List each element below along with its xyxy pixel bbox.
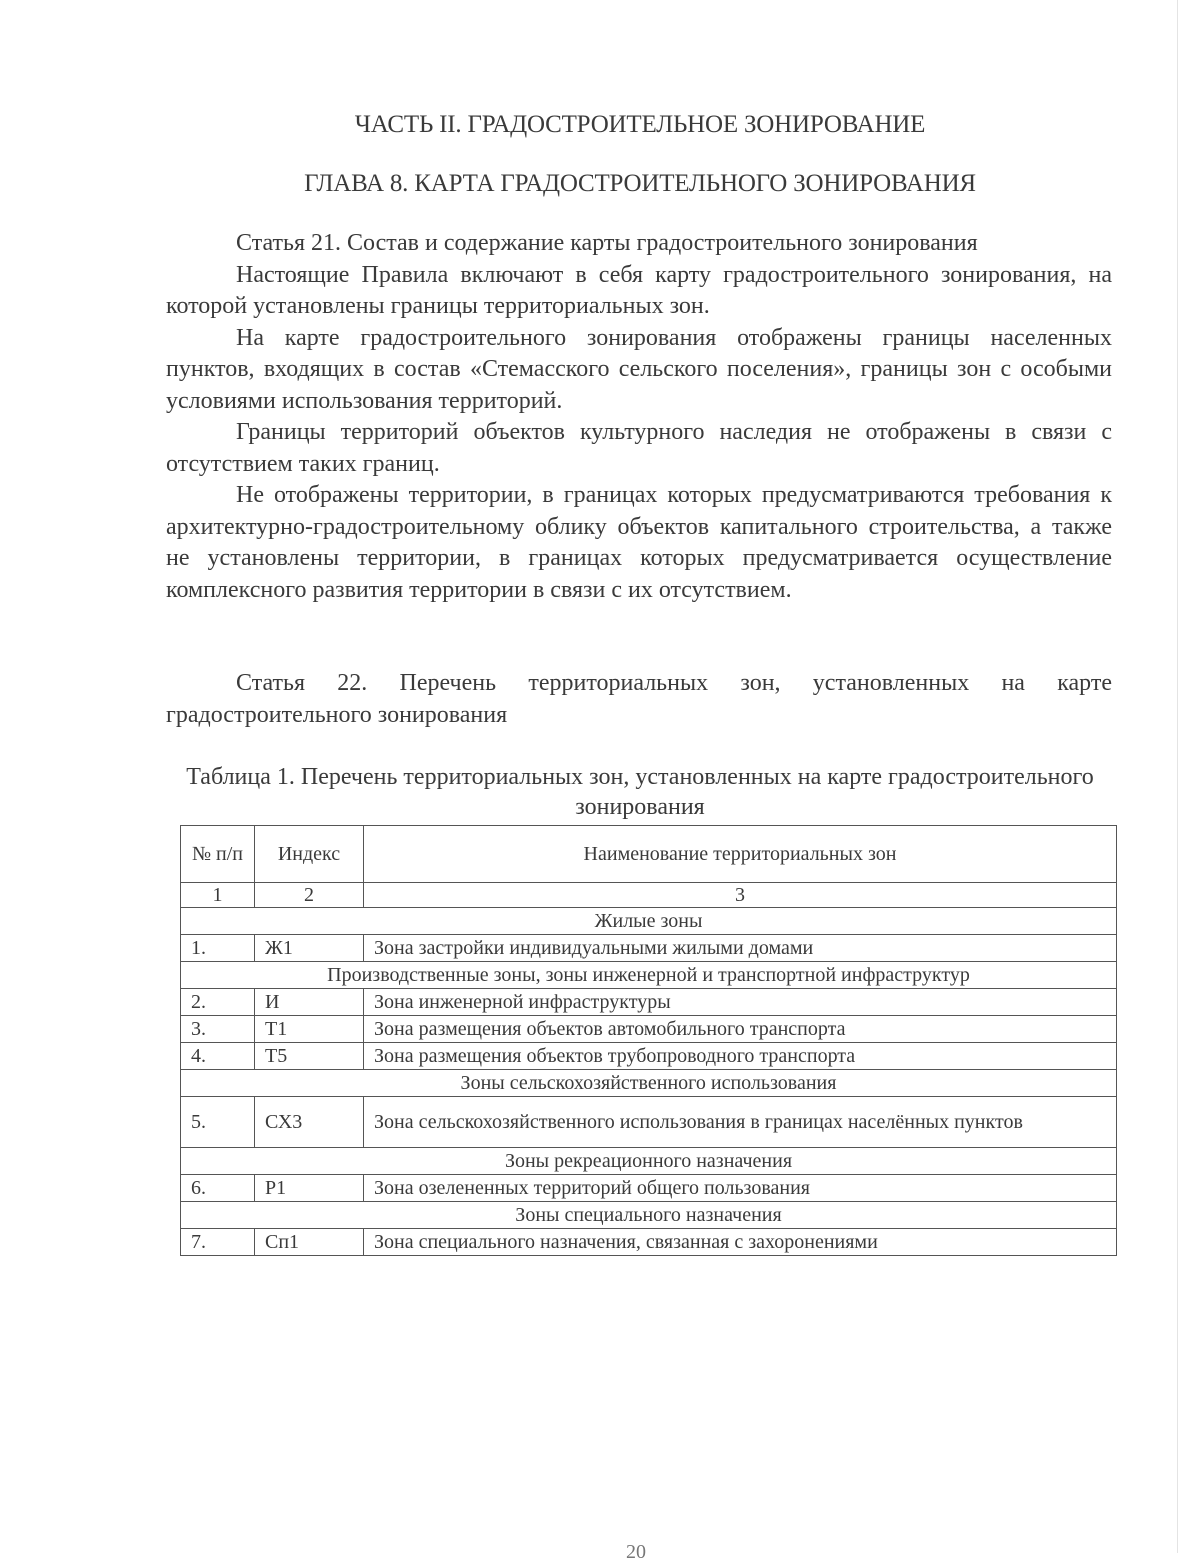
row-name: Зона размещения объектов автомобильного транспорта	[364, 1016, 1117, 1043]
col-number: 1	[181, 883, 255, 908]
group-row	[181, 1202, 1117, 1229]
row-name: Зона инженерной инфраструктуры	[364, 989, 1117, 1016]
group-title: Зоны специального назначения	[181, 1202, 1117, 1229]
row-number: 1.	[181, 935, 255, 962]
group-title: Зоны сельскохозяйственного использования	[181, 1070, 1117, 1097]
row-number: 6.	[181, 1175, 255, 1202]
row-index: Т5	[255, 1043, 364, 1070]
row-index: Т1	[255, 1016, 364, 1043]
col-number: 3	[364, 883, 1117, 908]
paragraph: Настоящие Правила включают в себя карту градостроительного зонирования, на которой установлены границы территориальных зон.	[166, 261, 1112, 319]
page-edge	[1177, 0, 1178, 1553]
group-row	[181, 1148, 1117, 1175]
group-title: Жилые зоны	[181, 908, 1117, 935]
row-number: 7.	[181, 1229, 255, 1256]
paragraph: На карте градостроительного зонирования отображены границы населенных пунктов, входящих в состав «Стемасского сельского поселения», границы зон с особыми условиями использования территорий.	[166, 324, 1112, 414]
part-title: ЧАСТЬ II. ГРАДОСТРОИТЕЛЬНОЕ ЗОНИРОВАНИЕ	[354, 111, 926, 138]
col-number: 2	[255, 883, 364, 908]
table-row	[181, 989, 1117, 1016]
group-title: Зоны рекреационного назначения	[181, 1148, 1117, 1175]
group-row	[181, 962, 1117, 989]
table-caption: Таблица 1. Перечень территориальных зон, установленных на карте градостроительного зонирования	[186, 764, 1094, 820]
row-index: Ж1	[255, 935, 364, 962]
row-name: Зона размещения объектов трубопроводного транспорта	[364, 1043, 1117, 1070]
row-index: Сп1	[255, 1229, 364, 1256]
table-header-row	[181, 826, 1117, 883]
row-name: Зона застройки индивидуальными жилыми домами	[364, 935, 1117, 962]
table-row	[181, 1229, 1117, 1256]
table-row	[181, 1043, 1117, 1070]
table-row	[181, 935, 1117, 962]
column-number-row	[181, 883, 1117, 908]
chapter-title: ГЛАВА 8. КАРТА ГРАДОСТРОИТЕЛЬНОГО ЗОНИРОВАНИЯ	[304, 170, 976, 197]
table-row	[181, 1016, 1117, 1043]
row-index: СХ3	[255, 1097, 364, 1148]
group-row	[181, 1070, 1117, 1097]
zones-table	[180, 825, 1117, 1256]
row-name: Зона специального назначения, связанная с захоронениями	[364, 1229, 1117, 1256]
article-21	[166, 228, 1112, 606]
header-number: № п/п	[181, 826, 255, 883]
row-name: Зона озелененных территорий общего пользования	[364, 1175, 1117, 1202]
row-name: Зона сельскохозяйственного использования в границах населённых пунктов	[364, 1097, 1117, 1148]
article-22-title: Статья 22. Перечень территориальных зон, установленных на карте градостроительного зонирования	[166, 670, 1112, 728]
table-row	[181, 1175, 1117, 1202]
paragraph: Не отображены территории, в границах которых предусматриваются требования к архитектурно-градостроительному облику объектов капитального строительства, а также не установлены территории, в границах которых предусматривается осуществление комплексного развития территории в связи с их отсутствием.	[166, 482, 1112, 603]
article-21-title: Статья 21. Состав и содержание карты градостроительного зонирования	[236, 230, 978, 256]
group-title: Производственные зоны, зоны инженерной и транспортной инфраструктур	[181, 962, 1117, 989]
group-row	[181, 908, 1117, 935]
row-number: 3.	[181, 1016, 255, 1043]
row-number: 2.	[181, 989, 255, 1016]
row-number: 4.	[181, 1043, 255, 1070]
paragraph: Границы территорий объектов культурного наследия не отображены в связи с отсутствием таких границ.	[166, 419, 1112, 477]
row-index: И	[255, 989, 364, 1016]
row-index: Р1	[255, 1175, 364, 1202]
header-name: Наименование территориальных зон	[364, 826, 1117, 883]
article-22	[166, 668, 1112, 731]
row-number: 5.	[181, 1097, 255, 1148]
header-index: Индекс	[255, 826, 364, 883]
page-number: 20	[626, 1541, 646, 1563]
table-row	[181, 1097, 1117, 1148]
